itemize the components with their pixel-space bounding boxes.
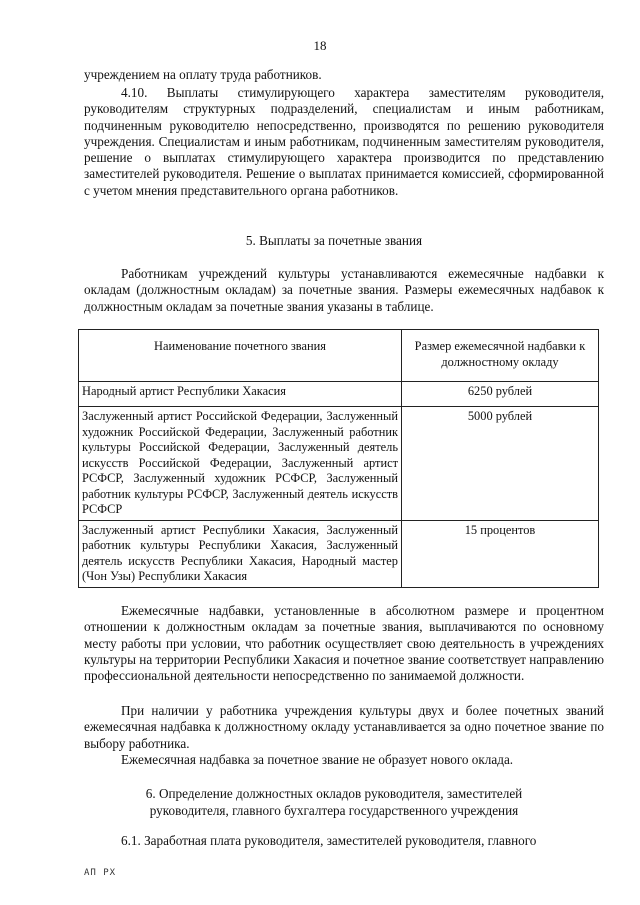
- table-cell-amount: 6250 рублей: [402, 382, 599, 407]
- paragraph-after-table-3: Ежемесячная надбавка за почетное звание не образует нового оклада.: [121, 752, 514, 767]
- section-5-intro: Работникам учреждений культуры устанавливаются ежемесячные надбавки к окладам (должностным окладам) за почетные звания. Размеры ежемесячных надбавок к должностным окладам за почетные звания указаны в таблице.: [84, 266, 604, 314]
- table-cell-title: Народный артист Республики Хакасия: [79, 382, 402, 407]
- paragraph-after-table-2: При наличии у работника учреждения культуры двух и более почетных званий ежемесячная надбавка к должностному окладу устанавливается за одно почетное звание по выбору работника.: [84, 703, 604, 751]
- table-header-row: [79, 330, 599, 382]
- honorary-titles-table: [78, 329, 599, 588]
- footer-mark: АП РХ: [84, 868, 117, 878]
- paragraph-tail: учреждением на оплату труда работников.: [84, 67, 322, 82]
- paragraph-4-10: 4.10. Выплаты стимулирующего характера заместителям руководителя, руководителям структурных подразделений, специалистам и иным работникам, подчиненным руководителю непосредственно, производятся по решению руководителя учреждения. Специалистам и иным работникам, подчиненным заместителям руководителя, решение о выплатах стимулирующего характера производится по представлению заместителей руководителя. Решение о выплатах принимается комиссией, сформированной с учетом мнения представительного органа работников.: [84, 85, 604, 198]
- table-row: [79, 520, 599, 587]
- table-cell-amount: 5000 рублей: [402, 407, 599, 521]
- section-6-heading-line-2: руководителя, главного бухгалтера государственного учреждения: [149, 803, 519, 818]
- section-6-heading-line-1: 6. Определение должностных окладов руководителя, заместителей: [145, 786, 523, 801]
- table-header-title: Наименование почетного звания: [79, 330, 402, 382]
- table-row: [79, 407, 599, 521]
- table-cell-title: Заслуженный артист Республики Хакасия, Заслуженный работник культуры Республики Хакасия, Заслуженный деятель искусств Республики Хакасия, Народный мастер (Чон Узы) Республики Хакасия: [79, 520, 402, 587]
- table-row: [79, 382, 599, 407]
- page-number: 18: [313, 38, 327, 53]
- table-cell-title: Заслуженный артист Российской Федерации, Заслуженный художник Российской Федерации, Заслуженный работник культуры Российской Федерации, Заслуженный деятель искусств Российской Федерации, Заслуженный артист РСФСР, Заслуженный художник РСФСР, Заслуженный работник культуры РСФСР, Заслуженный деятель искусств РСФСР: [79, 407, 402, 521]
- section-5-heading: 5. Выплаты за почетные звания: [245, 233, 423, 248]
- table-header-amount: Размер ежемесячной надбавки к должностному окладу: [402, 330, 599, 382]
- table-cell-amount: 15 процентов: [402, 520, 599, 587]
- paragraph-6-1: 6.1. Заработная плата руководителя, заместителей руководителя, главного: [121, 833, 537, 848]
- paragraph-after-table-1: Ежемесячные надбавки, установленные в абсолютном размере и процентном отношении к должностным окладам за почетные звания, выплачиваются по основному месту работы при условии, что работник осуществляет свою деятельность в учреждениях культуры на территории Республики Хакасия и почетное звание соответствует направлению профессиональной деятельности непосредственно по занимаемой должности.: [84, 603, 604, 684]
